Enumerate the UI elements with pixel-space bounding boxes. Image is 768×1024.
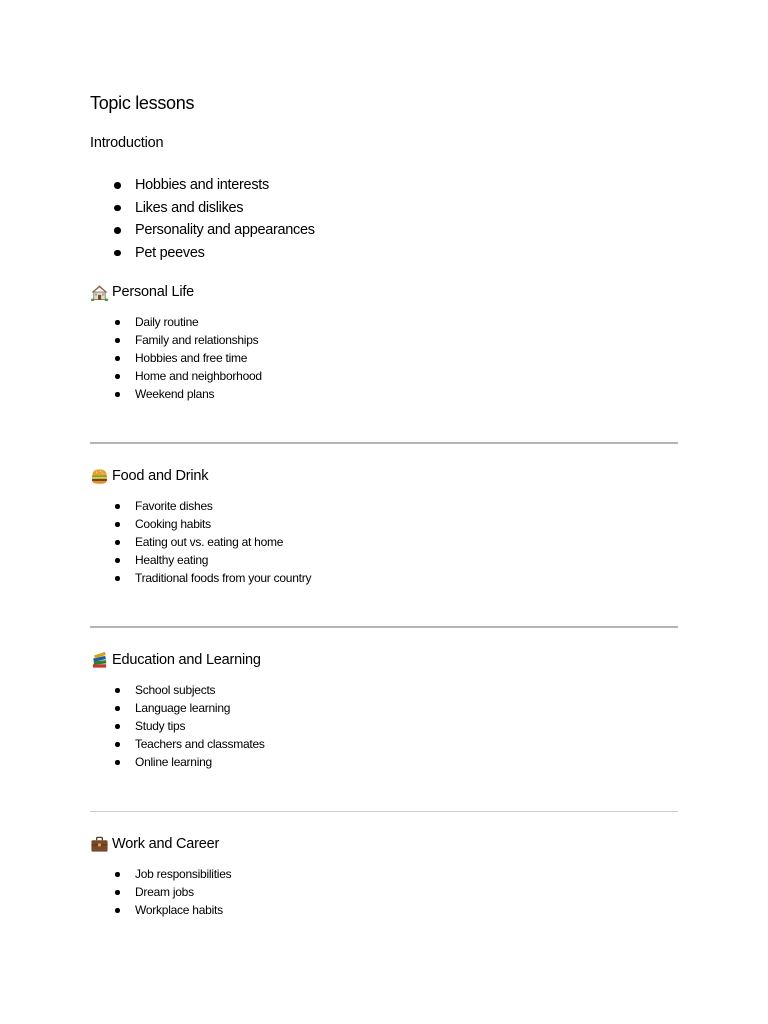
house-icon: [90, 283, 109, 302]
list-item: Home and neighborhood: [90, 367, 262, 385]
section-heading-label: Education and Learning: [112, 652, 261, 668]
list-item: Likes and dislikes: [90, 197, 315, 220]
topic-list: [90, 497, 311, 587]
list-item: Traditional foods from your country: [90, 569, 311, 587]
topic-list: [90, 313, 262, 403]
list-item: Personality and appearances: [90, 219, 315, 242]
briefcase-icon: [90, 835, 109, 854]
topic-list: [90, 865, 231, 919]
list-item: Weekend plans: [90, 385, 262, 403]
list-item: Job responsibilities: [90, 865, 231, 883]
list-item: Hobbies and free time: [90, 349, 262, 367]
books-icon: [90, 651, 109, 670]
section-heading: [90, 281, 194, 303]
section-divider: [90, 811, 678, 812]
section-heading: [90, 465, 208, 487]
list-item: Eating out vs. eating at home: [90, 533, 311, 551]
burger-icon: [90, 467, 109, 486]
list-item: School subjects: [90, 681, 265, 699]
introduction-heading: Introduction: [90, 135, 164, 151]
list-item: Healthy eating: [90, 551, 311, 569]
list-item: Favorite dishes: [90, 497, 311, 515]
list-item: Language learning: [90, 699, 265, 717]
section-heading: [90, 833, 219, 855]
section-heading-label: Work and Career: [112, 836, 220, 852]
list-item: Workplace habits: [90, 901, 231, 919]
list-item: Study tips: [90, 717, 265, 735]
section-divider: [90, 442, 678, 444]
introduction-list: [90, 174, 315, 264]
page-title: Topic lessons: [90, 93, 195, 113]
list-item: Online learning: [90, 753, 265, 771]
list-item: Cooking habits: [90, 515, 311, 533]
list-item: Daily routine: [90, 313, 262, 331]
list-item: Teachers and classmates: [90, 735, 265, 753]
section-heading: [90, 649, 261, 671]
topic-list: [90, 681, 265, 771]
list-item: Family and relationships: [90, 331, 262, 349]
list-item: Pet peeves: [90, 242, 315, 265]
list-item: Hobbies and interests: [90, 174, 315, 197]
section-heading-label: Food and Drink: [112, 468, 209, 484]
list-item: Dream jobs: [90, 883, 231, 901]
section-divider: [90, 626, 678, 628]
section-heading-label: Personal Life: [112, 284, 195, 300]
